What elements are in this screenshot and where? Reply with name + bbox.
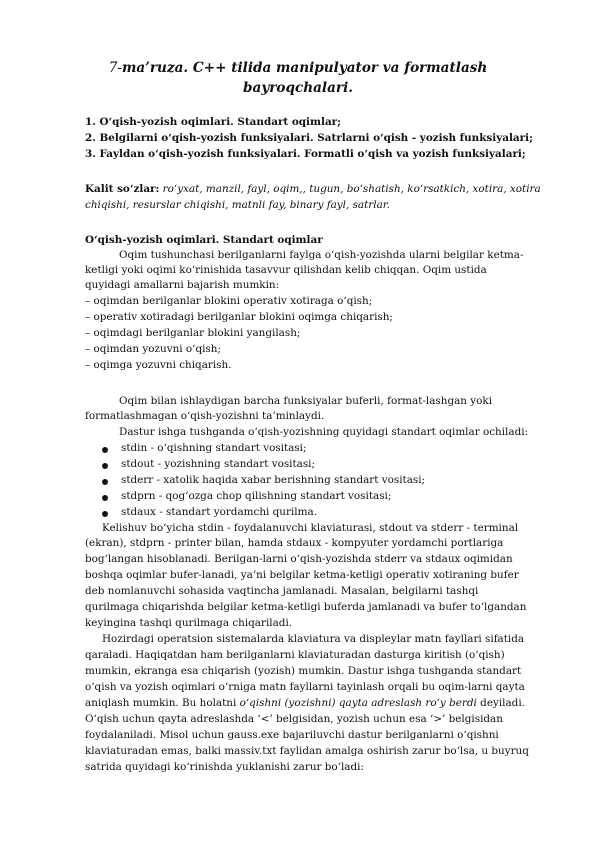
bullet-icon	[102, 447, 108, 453]
italic-term: o‘qishni (yozishni) qayta adreslash ro‘y berdi	[239, 697, 477, 709]
paragraph-line: quyidagi amallarni bajarish mumkin:	[85, 279, 280, 291]
paragraph-line: bog‘langan hisoblanadi. Berilgan-larni o‘qish-yozishda stderr va stdaux oqimidan	[85, 553, 513, 565]
paragraph-line: qurilmaga chiqarishda belgilar ketma-ketligi buferda jamlanadi va bufer to‘lgandan	[85, 601, 527, 613]
text-run: deyiladi.	[476, 697, 525, 709]
operation-item: – oqimdan yozuvni o‘qish;	[85, 343, 221, 355]
operation-item: – oqimga yozuvni chiqarish.	[85, 359, 232, 371]
title-number: 7-	[108, 60, 122, 76]
paragraph-line: deb nomlanuvchi sohasida vaqtincha jamlanadi. Masalan, belgilarni tashqi	[85, 585, 479, 597]
lecture-title	[85, 58, 511, 98]
paragraph-line: klaviaturadan emas, balki massiv.txt faylidan amalga oshirish zarur bo‘lsa, u buyruq	[85, 745, 529, 757]
plan-item: 3. Fayldan o‘qish-yozish funksiyalari. Formatli o‘qish va yozish funksiyalari;	[85, 148, 526, 160]
paragraph-line: Dastur ishga tushganda o‘qish-yozishning quyidagi standart oqimlar ochiladi:	[119, 426, 529, 438]
title-text: ma’ruza. C++ tilida manipulyator va formatlash	[121, 60, 488, 76]
stream-item: stdin - o‘qishning standart vositasi;	[121, 442, 307, 454]
paragraph-line: Oqim tushunchasi berilganlarni faylga o‘qish-yozishda ularni belgilar ketma-	[119, 249, 524, 261]
paragraph-line: Hozirdagi operatsion sistemalarda klaviatura va displeylar matn fayllari sifatida	[102, 633, 525, 645]
stream-item: stdout - yozishning standart vositasi;	[121, 458, 316, 470]
text-run: aniqlash mumkin. Bu holatni	[85, 697, 240, 709]
keywords-label: Kalit so‘zlar:	[85, 183, 160, 195]
stream-item: stdprn - qog‘ozga chop qilishning standart vositasi;	[121, 490, 392, 502]
paragraph-line	[85, 696, 525, 711]
paragraph-line: Oqim bilan ishlaydigan barcha funksiyalar buferli, format-lashgan yoki	[119, 395, 493, 407]
paragraph-line: keyingina tashqi qurilmaga chiqariladi.	[85, 617, 293, 629]
keywords-text-2: chiqishi, resurslar chiqishi, matnli fay, binary fayl, satrlar.	[85, 199, 390, 211]
paragraph-line: Kelishuv bo‘yicha stdin - foydalanuvchi klaviaturasi, stdout va stderr - terminal	[102, 522, 519, 534]
paragraph-line: O‘qish uchun qayta adreslashda ‘<’ belgisidan, yozish uchun esa ‘>’ belgisidan	[85, 713, 503, 725]
operation-item: – operativ xotiradagi berilganlar blokini oqimga chiqarish;	[85, 311, 393, 323]
paragraph-line: o‘qish va yozish oqimlari o‘rniga matn fayllarni tayinlash orqali bu oqim-larni qayta	[85, 681, 525, 693]
paragraph-line: mumkin, ekranga esa chiqarish (yozish) mumkin. Dastur ishga tushganda standart	[85, 665, 522, 677]
keywords-line	[85, 182, 541, 197]
bullet-icon	[102, 463, 108, 469]
paragraph-line: qaraladi. Haqiqatdan ham berilganlarni klaviaturadan dasturga kiritish (o‘qish)	[85, 649, 505, 661]
bullet-icon	[102, 495, 108, 501]
operation-item: – oqimdan berilganlar blokini operativ xotiraga o‘qish;	[85, 295, 373, 307]
paragraph-line: (ekran), stdprn - printer bilan, hamda stdaux - kompyuter yordamchi portlariga	[85, 537, 504, 549]
bullet-icon	[102, 511, 108, 517]
plan-item: 2. Belgilarni o‘qish-yozish funksiyalari. Satrlarni o‘qish - yozish funksiyalari;	[85, 132, 533, 144]
bullet-icon	[102, 479, 108, 485]
paragraph-line: satrida quyidagi ko‘rinishda yuklanishi zarur bo‘ladi:	[85, 761, 364, 773]
paragraph-line: formatlashmagan o‘qish-yozishni ta’minlaydi.	[85, 410, 325, 422]
paragraph-line: boshqa oqimlar bufer-lanadi, ya’ni belgilar ketma-ketligi operativ xotiraning bufer	[85, 569, 519, 581]
section-heading: O‘qish-yozish oqimlari. Standart oqimlar	[85, 234, 323, 246]
plan-item: 1. O‘qish-yozish oqimlari. Standart oqimlar;	[85, 116, 341, 128]
paragraph-line: ketligi yoki oqimi ko‘rinishida tasavvur qilishdan kelib chiqqan. Oqim ustida	[85, 264, 487, 276]
paragraph-line: foydalaniladi. Misol uchun gauss.exe bajariluvchi dastur berilganlarni o‘qishni	[85, 729, 499, 741]
title-line-2: bayroqchalari.	[243, 80, 353, 96]
operation-item: – oqimdagi berilganlar blokini yangilash;	[85, 327, 301, 339]
stream-item: stdaux - standart yordamchi qurilma.	[121, 506, 317, 518]
stream-item: stderr - xatolik haqida xabar berishning standart vositasi;	[121, 474, 426, 486]
keywords-text: ro‘yxat, manzil, fayl, oqim,, tugun, bo‘shatish, ko‘rsatkich, xotira, xotira	[159, 183, 541, 195]
